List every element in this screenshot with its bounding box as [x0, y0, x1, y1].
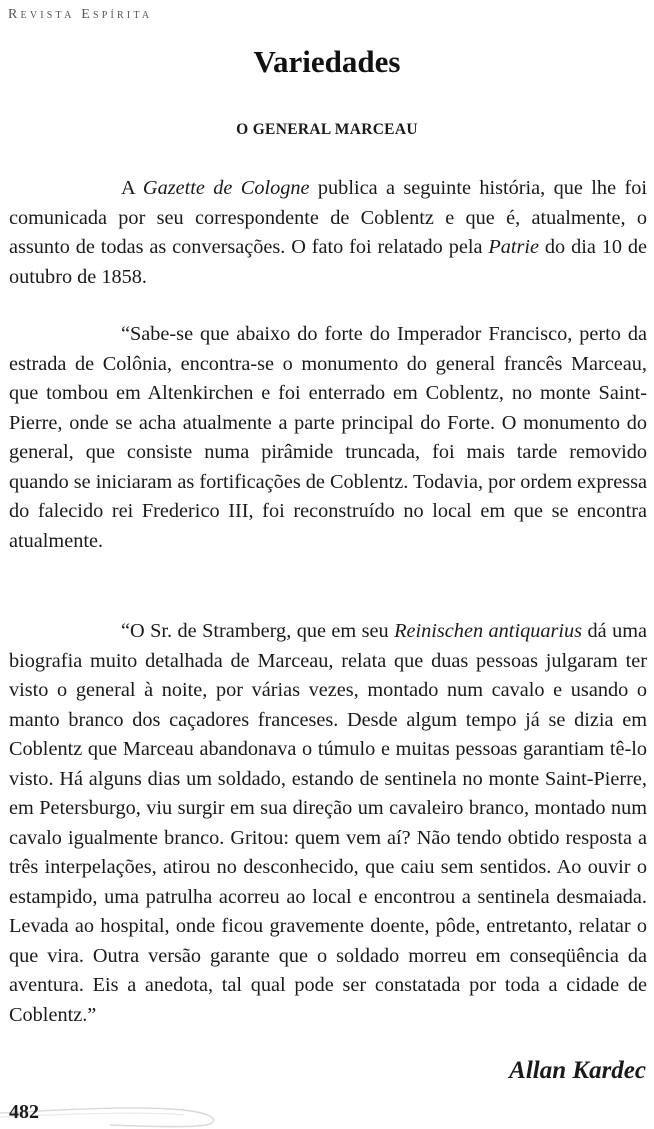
paragraph-1 [9, 174, 647, 292]
p3-text-end: dá uma biografia muito detalhada de Marceau, relata que duas pessoas julgaram ter visto o general à noite, por várias vezes, montado num cavalo e usando o manto branco dos caçadores franceses. Desde algum tempo já se dizia em Coblentz que Marceau abandonava o túmulo e muitas pessoas garantiam tê-lo visto. Há alguns dias um soldado, estando de sentinela no monte Saint-Pierre, em Petersburgo, viu surgir em sua direção um cavaleiro branco, montado num cavalo igualmente branco. Gritou: quem vem aí? Não tendo obtido resposta a três interpelações, atirou no desconhecido, que caiu sem sentidos. Ao ouvir o estampido, uma patrulha acorreu ao local e encontrou a sentinela desmaiada. Levada ao hospital, onde ficou gravemente doente, pôde, entretanto, relatar o que vira. Outra versão garante que o soldado morreu em conseqüência da aventura. Eis a anedota, tal qual pode ser constatada por toda a cidade de Coblentz.” [9, 620, 647, 1026]
page-number: 482 [9, 1101, 39, 1123]
p1-text-end: do dia 10 de outubro de 1858. [9, 236, 647, 288]
paragraph-2 [9, 320, 647, 556]
paragraph-3 [9, 617, 647, 1030]
p1-newspaper-title: Gazette de Cologne [142, 177, 310, 199]
p1-text-middle: publica a seguinte história, que lhe foi comunicada por seu correspondente de Coblentz e que é, atualmente, o assunto de todas as conversações. O fato foi relatado pela [9, 177, 647, 258]
p2-text: “Sabe-se que abaixo do forte do Imperador Francisco, perto da estrada de Colônia, encontra-se o monumento do general francês Marceau, que tombou em Altenkirchen e foi enterrado em Coblentz, no monte Saint-Pierre, onde se acha atualmente a parte principal do Forte. O monumento do general, que consiste numa pirâmide truncada, foi mais tarde removido quando se iniciaram as fortificações de Coblentz. Todavia, por ordem expressa do falecido rei Frederico III, foi reconstruído no local em que se encontra atualmente. [9, 323, 647, 552]
p1-newspaper-name: Patrie [488, 236, 540, 258]
p3-book-title: Reinischen antiquarius [394, 620, 583, 642]
author-signature: Allan Kardec [509, 1057, 646, 1084]
article-subtitle: O GENERAL MARCEAU [236, 121, 418, 138]
p1-text-start: A [121, 177, 143, 199]
section-title: Variedades [253, 44, 401, 79]
p3-text-start: “O Sr. de Stramberg, que em seu [121, 620, 395, 642]
running-header: Revista Espírita [8, 7, 153, 22]
